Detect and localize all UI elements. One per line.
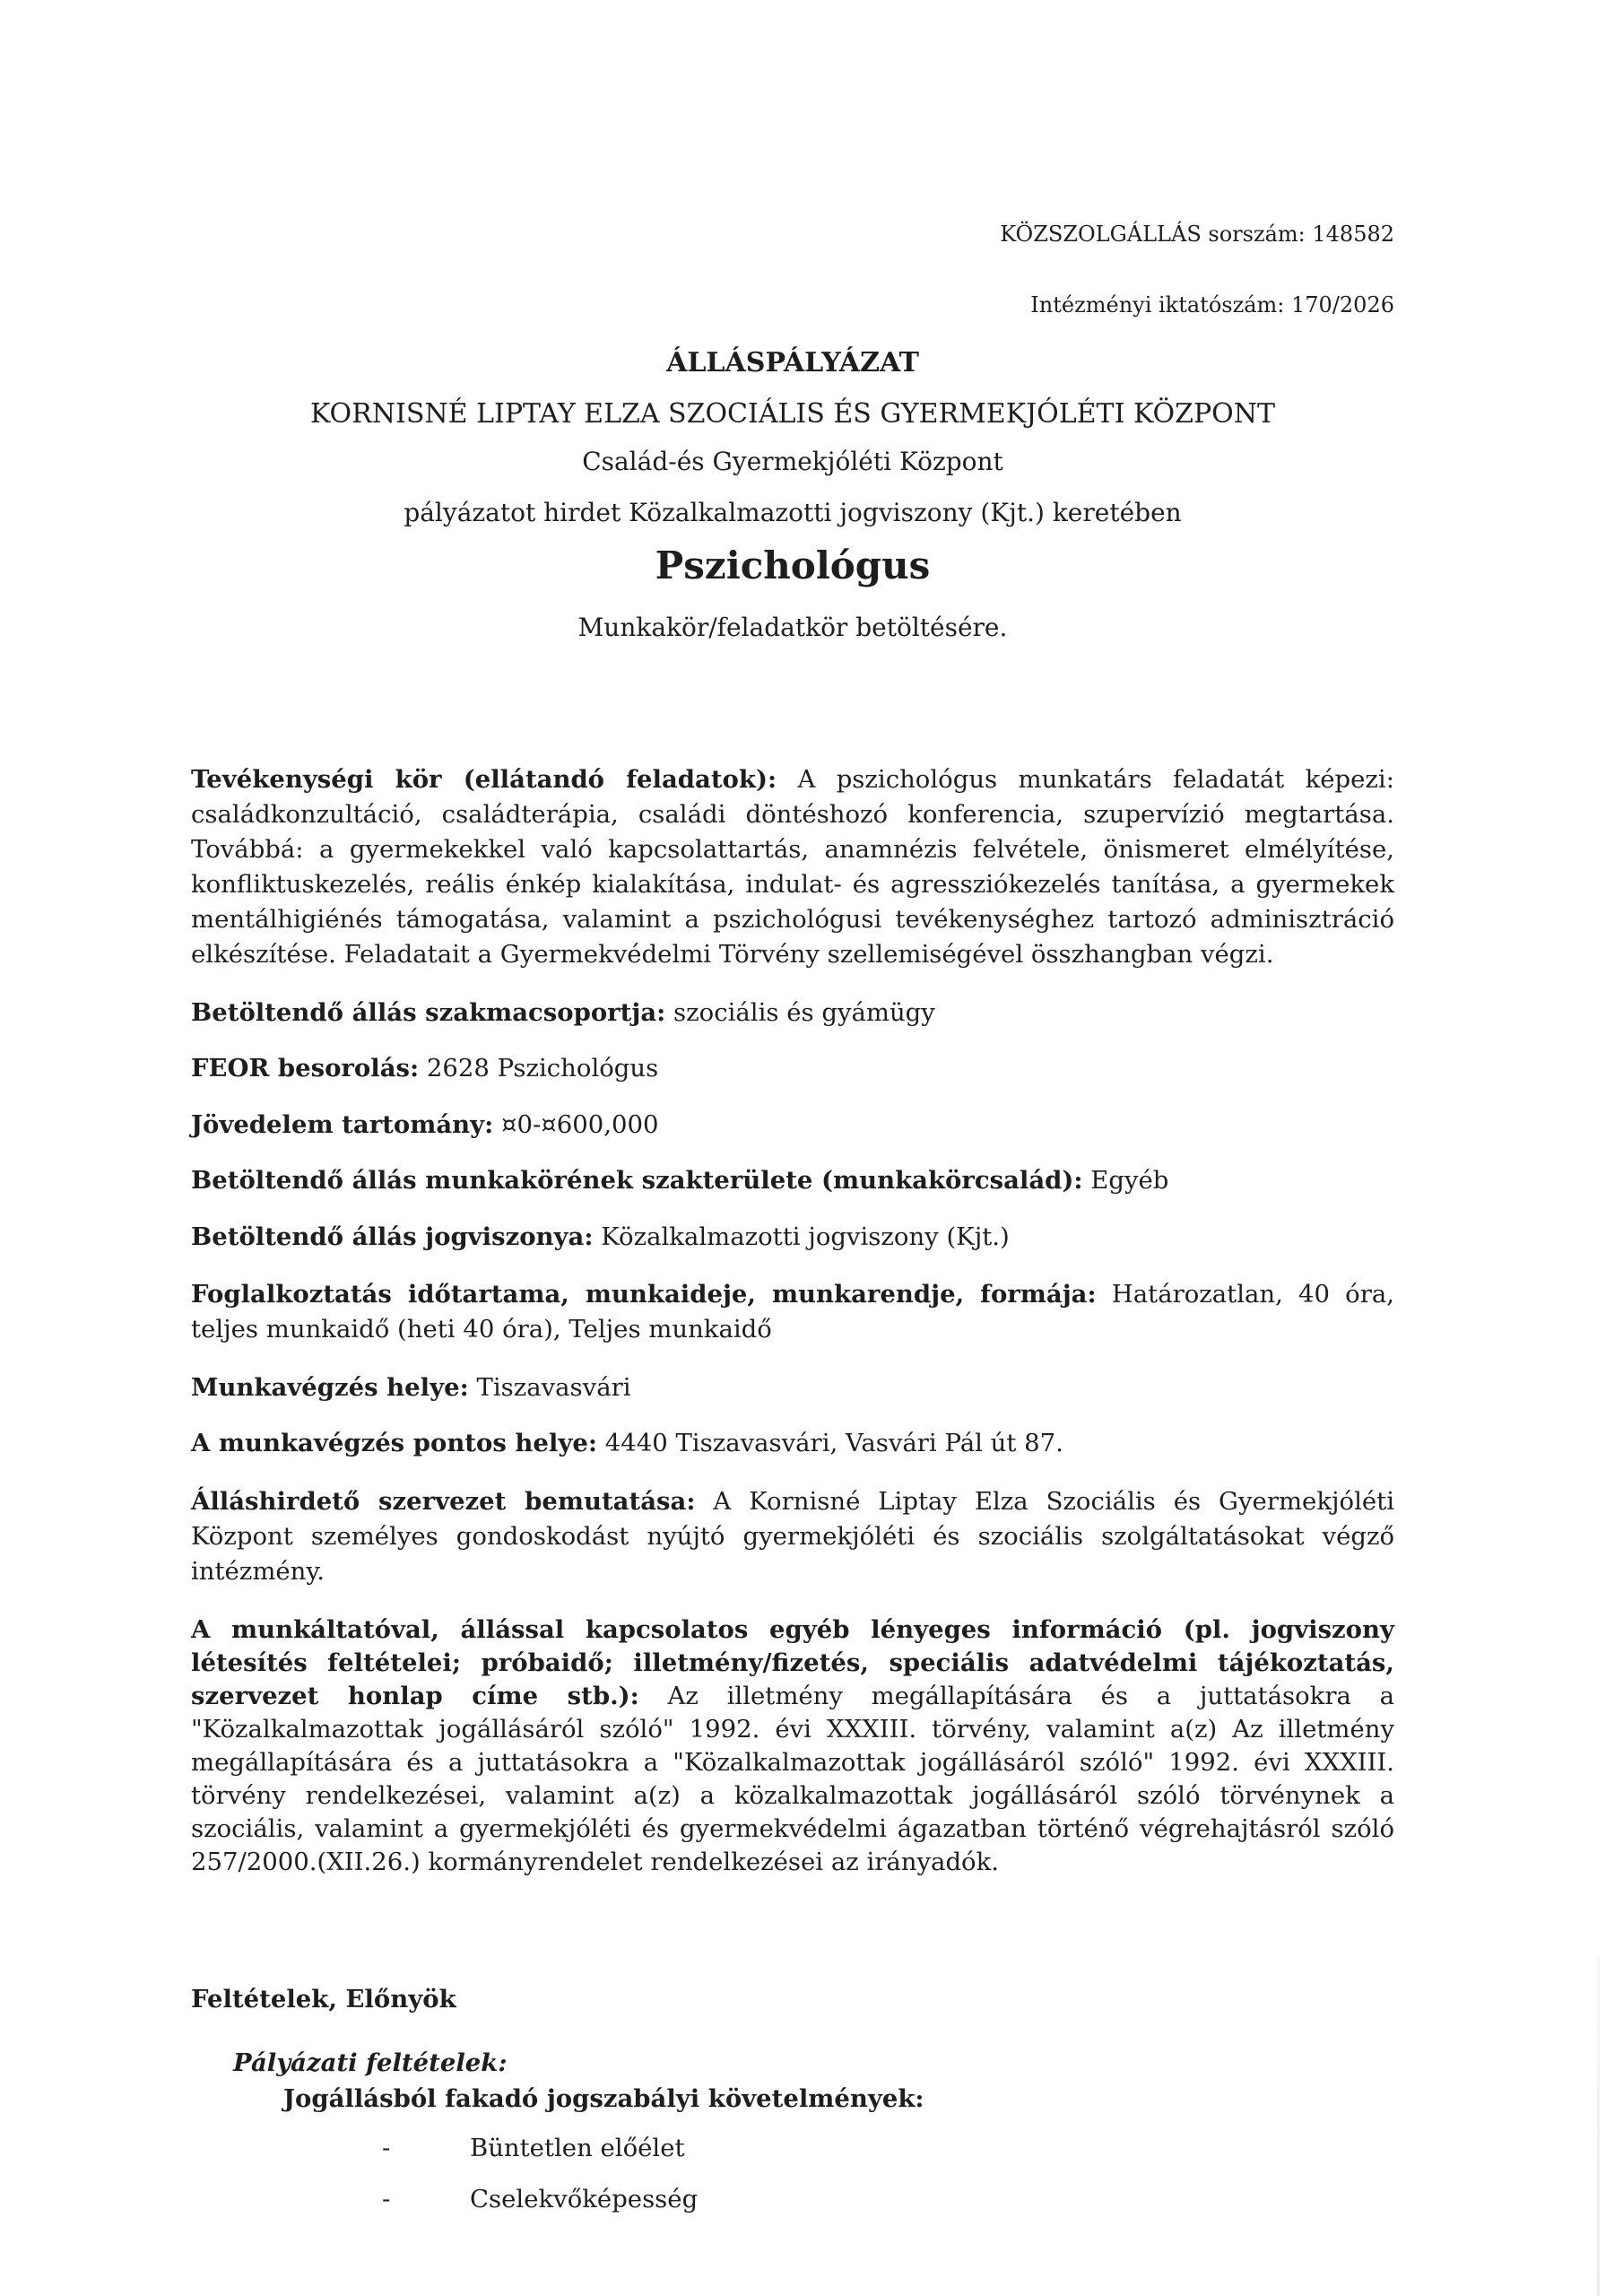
list-item-clean-record xyxy=(191,2133,1394,2164)
list-item-text: Cselekvőképesség xyxy=(470,2185,699,2213)
doc-type-title: ÁLLÁSPÁLYÁZAT xyxy=(666,347,919,378)
org-intro-paragraph xyxy=(191,1484,1394,1589)
other-info-paragraph xyxy=(191,1613,1394,1879)
position-subtitle: Munkakör/feladatkör betöltésére. xyxy=(577,613,1008,642)
field-employment-terms xyxy=(191,1277,1394,1347)
field-exact-location xyxy=(191,1428,1394,1459)
bullet-dash: - xyxy=(382,2185,391,2213)
salary-range-value: ¤0-¤600,000 xyxy=(493,1109,659,1139)
feor-label: FEOR besorolás: xyxy=(191,1054,420,1083)
employment-terms-value: Határozatlan, 40 óra, teljes munkaidő (heti 40 óra), Teljes munkaidő xyxy=(191,1280,1394,1344)
legal-relation-label: Betöltendő állás jogviszonya: xyxy=(191,1222,594,1251)
conditions-subheading: Pályázati feltételek: xyxy=(233,2048,508,2077)
field-work-location xyxy=(191,1372,1394,1404)
position-title: Pszichológus xyxy=(655,544,931,587)
profession-group-value: szociális és gyámügy xyxy=(665,997,935,1027)
job-area-label: Betöltendő állás munkakörének szakterülete (munkakörcsalád): xyxy=(191,1166,1083,1195)
bullet-dash: - xyxy=(382,2134,391,2162)
list-item-legal-capacity xyxy=(191,2184,1394,2215)
job-area-value: Egyéb xyxy=(1082,1166,1169,1195)
conditions-heading: Feltételek, Előnyök xyxy=(191,1985,456,2013)
work-location-label: Munkavégzés helye: xyxy=(191,1372,469,1402)
org-intro-label: Álláshirdető szervezet bemutatása: xyxy=(191,1486,696,1516)
other-info-label: A munkáltatóval, állással kapcsolatos egyéb lényeges információ (pl. jogviszony létesítés feltételei; próbaidő; illetmény/fizetés, speciális adatvédelmi tájékoztatás, szervezet honlap címe stb.): xyxy=(191,1615,1394,1710)
profession-group-label: Betöltendő állás szakmacsoportja: xyxy=(191,997,666,1027)
legal-requirements-heading: Jogállásból fakadó jogszabályi követelmények: xyxy=(283,2084,924,2113)
field-job-area xyxy=(191,1165,1394,1196)
organization-name: KORNISNÉ LIPTAY ELZA SZOCIÁLIS ÉS GYERMEKJÓLÉTI KÖZPONT xyxy=(309,398,1276,430)
duties-label: Tevékenységi kör (ellátandó feladatok): xyxy=(191,765,777,794)
announcement-line: pályázatot hirdet Közalkalmazotti jogviszony (Kjt.) keretében xyxy=(404,498,1182,527)
field-profession-group xyxy=(191,997,1394,1029)
field-legal-relation xyxy=(191,1222,1394,1253)
duties-text: A pszichológus munkatárs feladatát képezi: családkonzultáció, családterápia, családi döntéshozó konferencia, szupervízió megtartása. Továbbá: a gyermekekkel való kapcsolattartás, anamnézis felvétele, önismeret elmélyítése, konfliktuskezelés, reális énkép kialakítása, indulat- és agressziókezelés tanítása, a gyermekek mentálhigiénés támogatása, valamint a pszichológusi tevékenységhez tartozó adminisztráció elkészítése. Feladatait a Gyermekvédelmi Törvény szellemiségével összhangban végzi. xyxy=(191,765,1394,969)
exact-location-value: 4440 Tiszavasvári, Vasvári Pál út 87. xyxy=(596,1429,1063,1457)
page-edge-scan-artifact xyxy=(1597,1955,1600,2296)
duties-paragraph xyxy=(191,762,1394,972)
feor-value: 2628 Pszichológus xyxy=(419,1054,659,1083)
exact-location-label: A munkavégzés pontos helye: xyxy=(191,1429,597,1457)
header-registry-number: Intézményi iktatószám: 170/2026 xyxy=(1030,292,1394,317)
list-item-text: Büntetlen előélet xyxy=(470,2134,685,2162)
document-content xyxy=(191,0,1394,2215)
field-feor xyxy=(191,1053,1394,1084)
employment-terms-label: Foglalkoztatás időtartama, munkaideje, munkarendje, formája: xyxy=(191,1280,1097,1309)
organization-unit: Család-és Gyermekjóléti Központ xyxy=(582,447,1003,476)
legal-relation-value: Közalkalmazotti jogviszony (Kjt.) xyxy=(593,1222,1010,1251)
field-salary-range xyxy=(191,1109,1394,1141)
header-serial-number: KÖZSZOLGÁLLÁS sorszám: 148582 xyxy=(1000,222,1394,247)
salary-range-label: Jövedelem tartomány: xyxy=(191,1109,494,1139)
work-location-value: Tiszavasvári xyxy=(468,1372,631,1402)
org-intro-text: A Kornisné Liptay Elza Szociális és Gyermekjóléti Központ személyes gondoskodást nyújtó gyermekjóléti és szociális szolgáltatásokat végző intézmény. xyxy=(191,1486,1394,1586)
other-info-text: Az illetmény megállapítására és a juttatásokra a "Közalkalmazottak jogállásáról szóló" 1992. évi XXXIII. törvény, valamint a(z) Az illetmény megállapítására és a juttatásokra a "Közalkalmazottak jogállásáról szóló" 1992. évi XXXIII. törvény rendelkezései, valamint a(z) a közalkalmazottak jogállásáról szóló törvénynek a szociális, valamint a gyermekjóléti és gyermekvédelmi ágazatban történő végrehajtásról szóló 257/2000.(XII.26.) kormányrendelet rendelkezései az irányadók. xyxy=(191,1682,1395,1876)
